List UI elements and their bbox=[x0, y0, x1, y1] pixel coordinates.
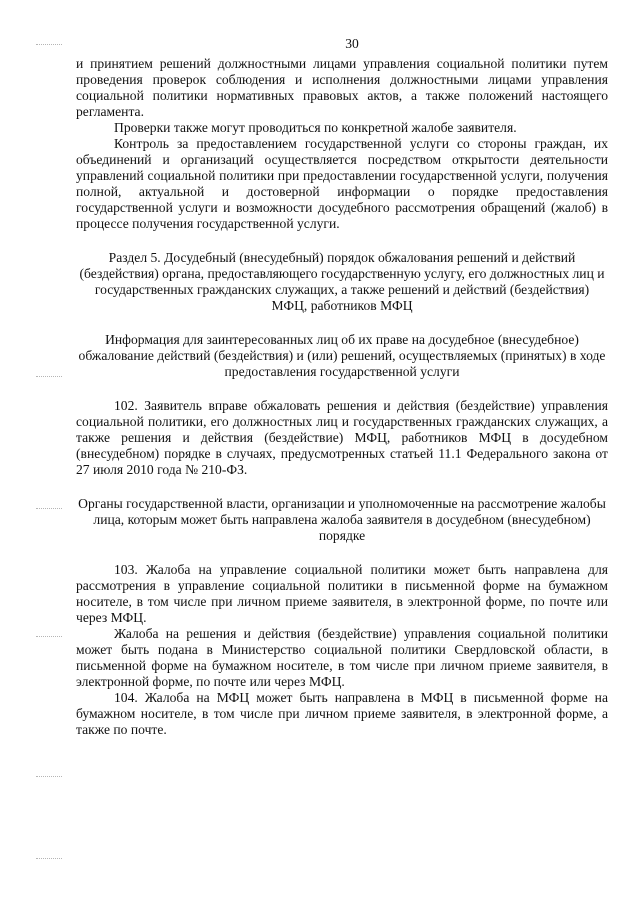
margin-mark bbox=[36, 858, 62, 860]
document-page bbox=[76, 36, 608, 738]
subheading-authorities: Органы государственной власти, организации и уполномоченные на рассмотрение жалобы лица, которым может быть направлена жалоба заявителя в досудебном (внесудебном) порядке bbox=[78, 496, 606, 543]
paragraph-continuation: и принятием решений должностными лицами управления социальной политики путем проведения проверок соблюдения и исполнения должностными лицами управления социальной политики нормативных правовых актов, а также положений настоящего регламента. bbox=[76, 56, 608, 119]
subheading-right-to-appeal: Информация для заинтересованных лиц об их праве на досудебное (внесудебное) обжалование действий (бездействия) и (или) решений, осуществляемых (принятых) в ходе предоставления государственной услуги bbox=[78, 332, 606, 379]
page-number: 30 bbox=[345, 36, 359, 51]
paragraph-104: 104. Жалоба на МФЦ может быть направлена в МФЦ в письменной форме на бумажном носителе, в том числе при личном приеме заявителя, в электронной форме, а также по почте. bbox=[76, 690, 608, 737]
paragraph-103: 103. Жалоба на управление социальной политики может быть направлена для рассмотрения в управление социальной политики в письменной форме на бумажном носителе, в том числе при личном приеме заявителя, в электронной форме, по почте или через МФЦ. bbox=[76, 562, 608, 625]
paragraph-complaint-ministry: Жалоба на решения и действия (бездействие) управления социальной политики может быть подана в Министерство социальной политики Свердловской области, в письменной форме на бумажном носителе, в том числе при личном приеме заявителя, в электронной форме, по почте или через МФЦ. bbox=[76, 626, 608, 689]
margin-mark bbox=[36, 776, 62, 778]
margin-mark bbox=[36, 376, 62, 378]
paragraph-control: Контроль за предоставлением государственной услуги со стороны граждан, их объединений и организаций осуществляется посредством открытости деятельности управлений социальной политики при предоставлении государственной услуги, получения полной, актуальной и достоверной информации о порядке предоставления государственной услуги и возможности досудебного рассмотрения обращений (жалоб) в процессе получения государственной услуги. bbox=[76, 136, 608, 231]
margin-mark bbox=[36, 44, 62, 46]
margin-mark bbox=[36, 508, 62, 510]
margin-mark bbox=[36, 636, 62, 638]
paragraph-102: 102. Заявитель вправе обжаловать решения и действия (бездействие) управления социальной политики, его должностных лиц и государственных гражданских служащих, а также решения и действия (бездействие) МФЦ, работников МФЦ в досудебном (внесудебном) порядке в случаях, предусмотренных статьей 11.1 Федерального закона от 27 июля 2010 года № 210-ФЗ. bbox=[76, 398, 608, 477]
section-title: Раздел 5. Досудебный (внесудебный) порядок обжалования решений и действий (бездействия) органа, предоставляющего государственную услугу, его должностных лиц и государственных гражданских служащих, а также решений и действий (бездействия) МФЦ, работников МФЦ bbox=[79, 250, 605, 313]
paragraph-inspections: Проверки также могут проводиться по конкретной жалобе заявителя. bbox=[114, 120, 517, 135]
